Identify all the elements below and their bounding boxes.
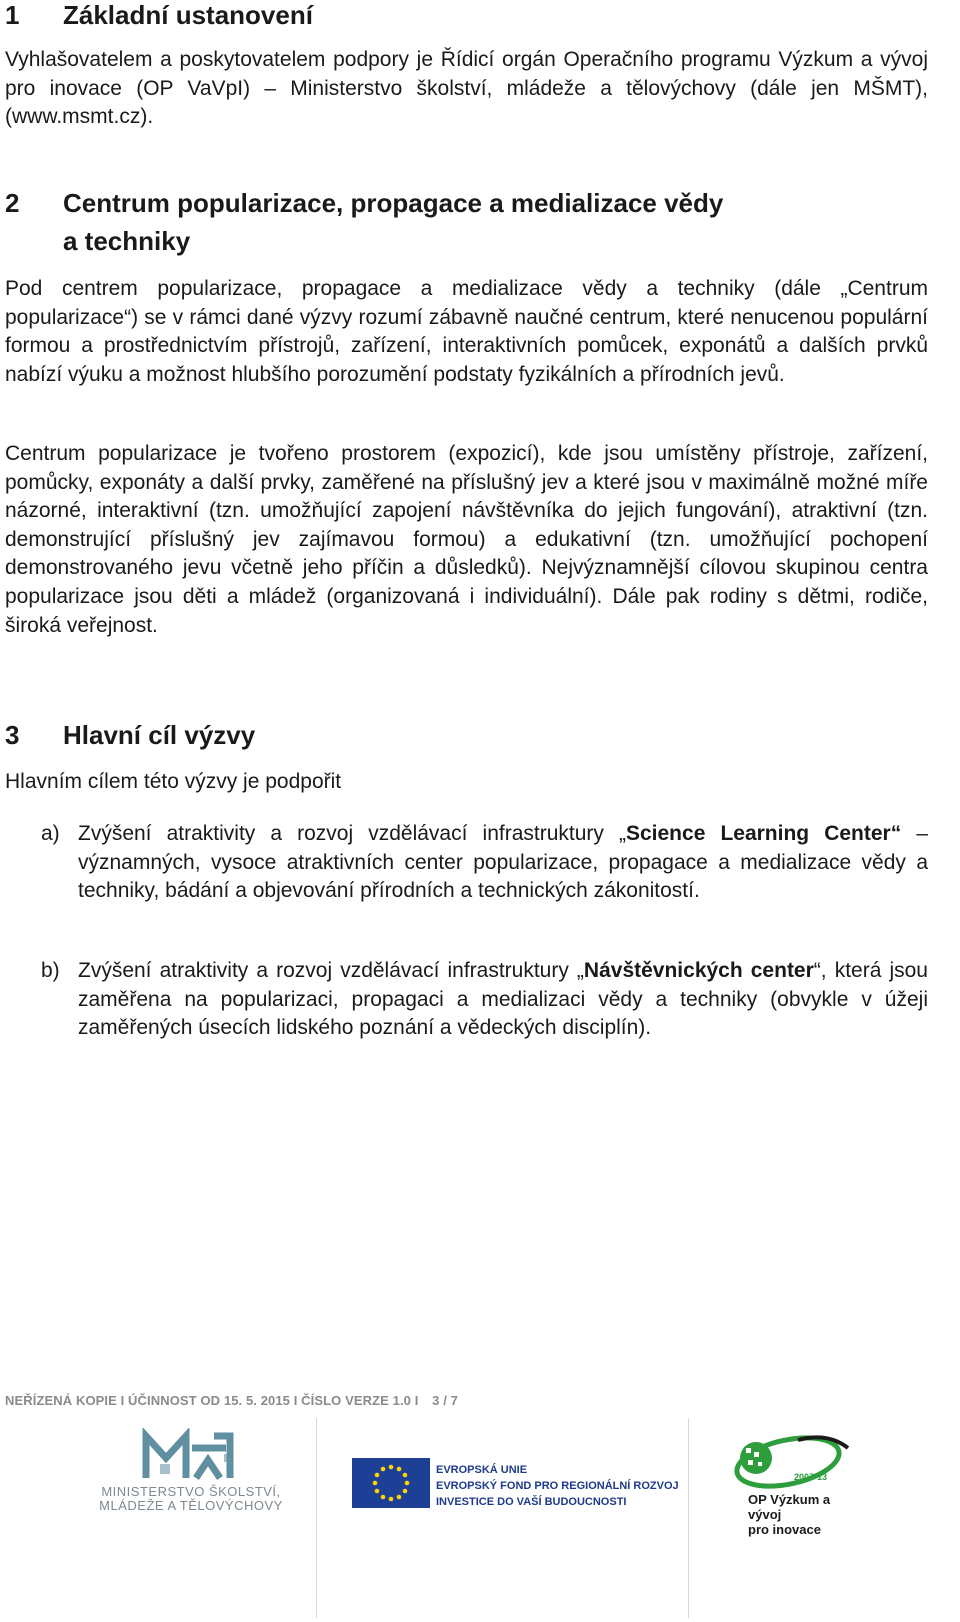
op-line-2: pro inovace	[748, 1522, 821, 1537]
section-title-line-2: a techniky	[63, 226, 191, 256]
section-1-paragraph: Vyhlašovatelem a poskytovatelem podpory je Řídicí orgán Operačního programu Výzkum a vývoj pro inovace (OP VaVpI) – Ministerstvo školství, mládeže a tělovýchovy (dále jen MŠMT), (www.msmt.cz).	[5, 48, 928, 129]
highlight-term: Science Learning Center“	[625, 822, 902, 845]
eu-line-1: EVROPSKÁ UNIE	[436, 1464, 528, 1476]
section-2-paragraph-2: Centrum popularizace je tvořeno prostorem (expozicí), kde jsou umístěny přístroje, zařízení, pomůcky, exponáty a další prvky, zaměřené na příslušný jev a které jsou v maximálně možné míře názorné, interaktivní (tzn. umožňující zapojení návštěvníka do jejich fungování), atraktivní (tzn. demonstrující příslušný jev zajímavou formou) a edukativní (tzn. umožňující pochopení demonstrovaného jevu včetně jeho příčin a důsledků). Nejvýznamnější cílovou skupinou centra popularizace jsou děti a mládež (organizovaná i individuální). Dále pak rodiny s dětmi, rodiče, široká veřejnost.	[5, 442, 928, 637]
list-item	[41, 957, 928, 1043]
footer-status: NEŘÍZENÁ KOPIE I ÚČINNOST OD 15. 5. 2015 I ČÍSLO VERZE 1.0 I	[5, 1393, 419, 1408]
section-number: 2	[5, 188, 20, 218]
msmt-name-line-1: MINISTERSTVO ŠKOLSTVÍ,	[101, 1484, 281, 1499]
page-number: 3 / 7	[432, 1393, 458, 1408]
eu-flag-icon	[352, 1458, 430, 1508]
list-item-text: Zvýšení atraktivity a rozvoj vzdělávací infrastruktury „Science Learning Center“ – významných, vysoce atraktivních center popularizace, propagace a medializace vědy a techniky, bádání a objevování přírodních a technických zákonitostí.	[78, 822, 928, 903]
msmt-name-line-2: MLÁDEŽE A TĚLOVÝCHOVY	[99, 1498, 283, 1513]
eu-line-2: EVROPSKÝ FOND PRO REGIONÁLNÍ ROZVOJ	[436, 1480, 679, 1492]
section-1-heading	[5, 0, 313, 34]
list-item	[41, 820, 928, 906]
section-number: 3	[5, 720, 20, 750]
op-years: 2007-13	[794, 1472, 828, 1482]
list-marker: a)	[41, 822, 60, 845]
section-3-intro: Hlavním cílem této výzvy je podpořit	[5, 770, 342, 793]
eu-logo	[352, 1458, 679, 1518]
highlight-term: Návštěvnických center	[583, 959, 814, 982]
section-2-heading	[5, 184, 723, 260]
op-globe-icon	[728, 1428, 858, 1490]
document-footer	[5, 1393, 458, 1408]
list-marker: b)	[41, 959, 60, 982]
logo-bar	[0, 1418, 960, 1618]
op-line-1: OP Výzkum a vývoj	[748, 1492, 831, 1522]
section-2-paragraph-1: Pod centrem popularizace, propagace a medializace vědy a techniky (dále „Centrum popularizace“) se v rámci dané výzvy rozumí zábavně naučné centrum, které nenucenou populární formou a prostřednictvím přístrojů, zařízení, interaktivních pomůcek, exponátů a dalších prvků nabízí výuku a možnost hlubšího porozumění podstaty fyzikálních a přírodních jevů.	[5, 277, 928, 386]
msmt-emblem-icon	[96, 1428, 286, 1484]
section-title-line-1: Centrum popularizace, propagace a medializace vědy	[63, 188, 724, 218]
list-item-text: Zvýšení atraktivity a rozvoj vzdělávací infrastruktury „Návštěvnických center“, která jsou zaměřena na popularizaci, propagaci a medializaci vědy a techniky (obvykle v úžeji zaměřených úsecích lidského poznání a vědeckých disciplín).	[78, 959, 928, 1040]
section-number: 1	[5, 0, 20, 30]
op-vavpi-logo	[728, 1428, 858, 1537]
section-3-heading	[5, 716, 255, 754]
section-title: Základní ustanovení	[63, 0, 313, 30]
section-title: Hlavní cíl výzvy	[63, 720, 256, 750]
eu-line-3: INVESTICE DO VAŠÍ BUDOUCNOSTI	[436, 1496, 627, 1508]
msmt-logo	[96, 1428, 286, 1528]
